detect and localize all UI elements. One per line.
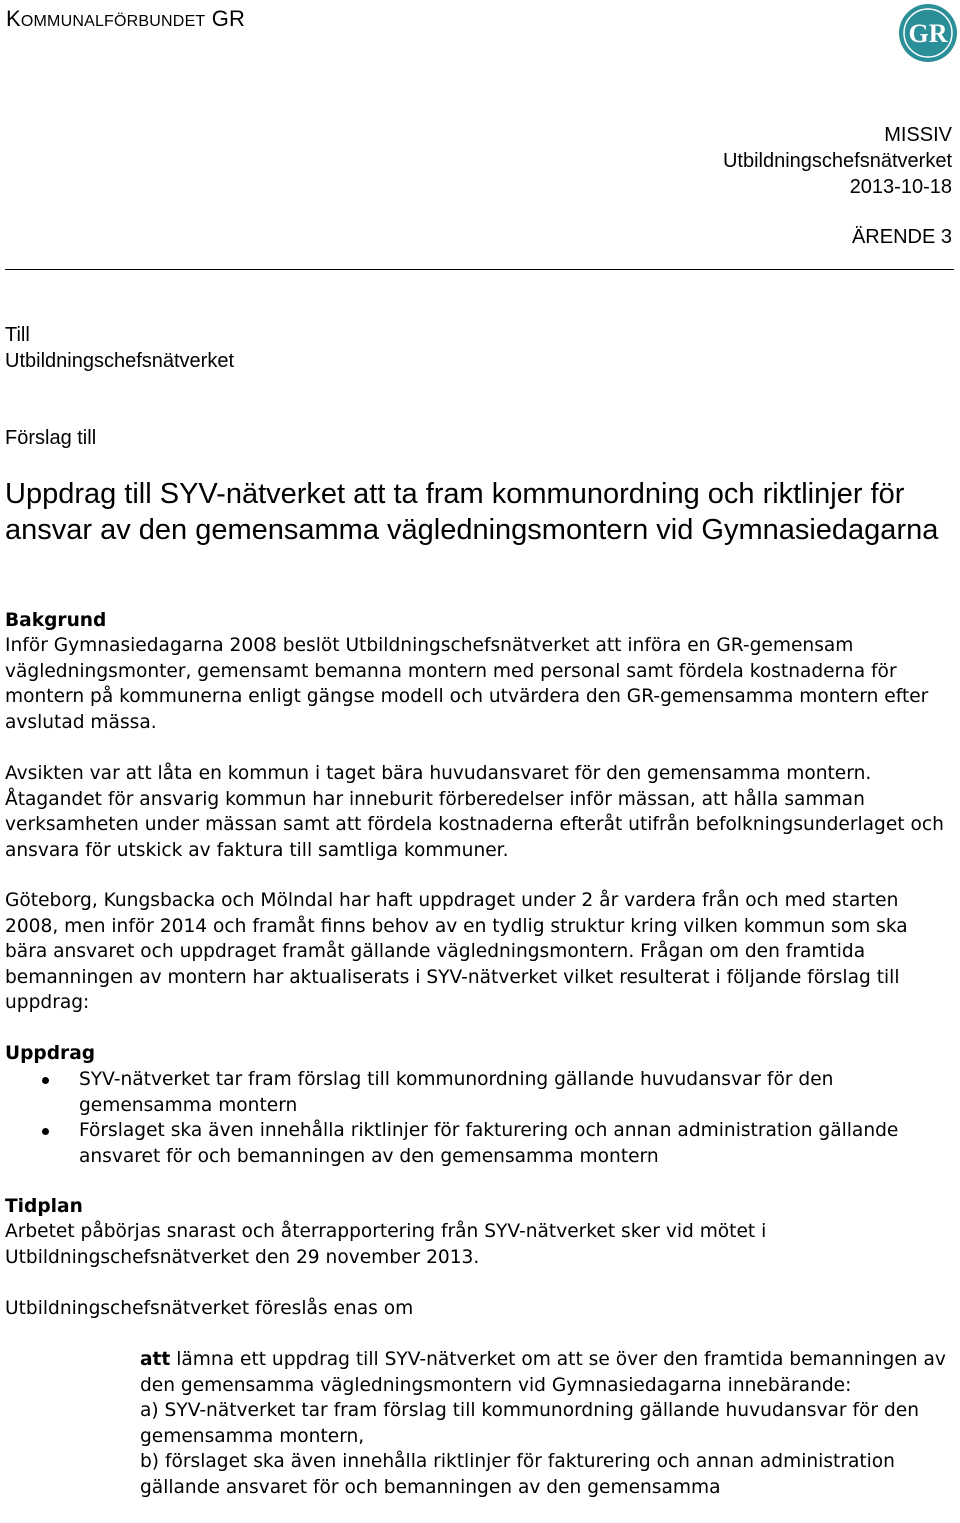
org-name-initial: K — [6, 6, 21, 31]
timeline-heading: Tidplan — [5, 1196, 83, 1217]
header-divider — [5, 269, 954, 270]
errand-number: ÄRENDE 3 — [851, 226, 952, 248]
proposal-label: Förslag till — [5, 427, 97, 449]
proposal-intro: Utbildningschefsnätverket föreslås enas om — [5, 1298, 414, 1319]
assignment-heading: Uppdrag — [5, 1043, 96, 1064]
org-name-gr: GR — [211, 6, 246, 31]
background-paragraph-2: Avsikten var att låta en kommun i taget bära huvudansvaret för den gemensamma montern. Åtagandet för ansvarig kommun har inneburit förberedelser inför mässan, att hålla samman verksamheten under mässan samt att fördela kostnaderna efteråt utifrån befolkningsunderlaget och ansvara för utskick av faktura till samtliga kommuner. — [5, 763, 944, 861]
bullet-icon — [42, 1128, 49, 1135]
org-name-rest: OMMUNALFÖRBUNDET — [20, 13, 206, 30]
assignment-list — [5, 1067, 955, 1169]
recipient-label: Till — [5, 324, 30, 346]
document-type: MISSIV — [884, 124, 952, 146]
decision-att: att — [140, 1349, 171, 1370]
decision-main — [140, 1347, 955, 1398]
recipient-block — [5, 322, 234, 374]
document-meta — [723, 122, 952, 200]
document-date: 2013-10-18 — [849, 176, 952, 198]
bullet-icon — [42, 1077, 49, 1084]
decision-block — [140, 1347, 955, 1500]
logo-text: GR — [908, 19, 948, 48]
decision-text: lämna ett uppdrag till SYV-nätverket om att se över den framtida bemanningen av den gemensamma vägledningsmontern vid Gymnasiedagarna innebärande: — [140, 1349, 946, 1396]
document-title: Uppdrag till SYV-nätverket att ta fram kommunordning och riktlinjer för ansvar av den gemensamma vägledningsmontern vid Gymnasiedagarna — [5, 478, 939, 546]
gr-logo — [898, 3, 958, 63]
sender-network: Utbildningschefsnätverket — [722, 150, 952, 172]
decision-item-a: a) SYV-nätverket tar fram förslag till kommunordning gällande huvudansvar för den gemensamma montern, — [140, 1400, 919, 1447]
background-paragraph-3: Göteborg, Kungsbacka och Mölndal har haft uppdraget under 2 år vardera från och med starten 2008, men inför 2014 och framåt finns behov av en tydlig struktur kring vilken kommun som ska bära ansvaret och uppdraget framåt gällande vägledningsmontern. Frågan om den framtida bemanningen av montern har aktualiserats i SYV-nätverket vilket resulterat i följande förslag till uppdrag: — [5, 890, 908, 1013]
list-item — [5, 1067, 955, 1118]
decision-item-b: b) förslaget ska även innehålla riktlinjer för fakturering och annan administration gällande ansvaret för och bemanningen av den gemensamma — [140, 1451, 895, 1498]
recipient-name: Utbildningschefsnätverket — [5, 350, 235, 372]
list-item — [5, 1118, 955, 1169]
organization-name — [6, 6, 245, 32]
timeline-text: Arbetet påbörjas snarast och återrapportering från SYV-nätverket sker vid mötet i Utbildningschefsnätverket den 29 november 2013. — [5, 1221, 767, 1268]
list-item-text: SYV-nätverket tar fram förslag till kommunordning gällande huvudansvar för den gemensamma montern — [79, 1069, 834, 1116]
background-heading: Bakgrund — [5, 610, 107, 631]
list-item-text: Förslaget ska även innehålla riktlinjer för fakturering och annan administration gällande ansvaret för och bemanningen av den gemensamma montern — [79, 1120, 899, 1167]
background-paragraph-1: Inför Gymnasiedagarna 2008 beslöt Utbildningschefsnätverket att införa en GR-gemensam vägledningsmonter, gemensamt bemanna montern med personal samt fördela kostnaderna för montern på kommunerna enligt gängse modell och utvärdera den GR-gemensamma montern efter avslutad mässa. — [5, 635, 929, 733]
